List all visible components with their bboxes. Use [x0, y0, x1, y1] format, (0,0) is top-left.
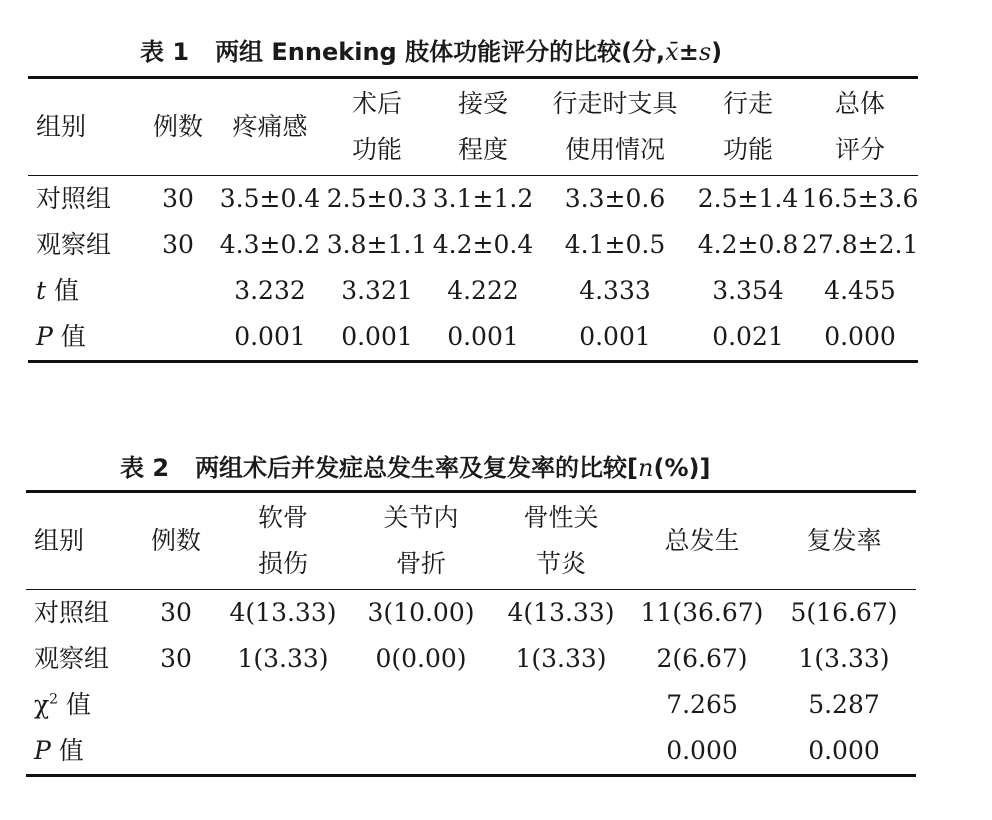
- table2-row2-group: 观察组: [34, 644, 110, 673]
- table1-caption: [140, 40, 722, 64]
- table1-t-brace: 4.333: [579, 276, 651, 305]
- table1-row2-count: 30: [162, 230, 194, 259]
- table2-header-arthritis-line2: 节炎: [535, 549, 586, 578]
- table2-chi-label: [26, 682, 138, 728]
- table1-t-label: [28, 268, 140, 314]
- table1-header-brace-line1: 行走时支具: [552, 89, 678, 118]
- table2-row2-total: 2(6.67): [656, 644, 748, 673]
- table1-header-postop-line1: 术后: [351, 89, 402, 118]
- table1-p-label: [28, 314, 140, 362]
- table2-chi-arthritis: [490, 682, 632, 728]
- table2-p-fracture: [352, 728, 490, 776]
- table2-header-fracture-line2: 骨折: [395, 549, 446, 578]
- table2-p-total: 0.000: [666, 736, 738, 765]
- table1-t-walk: 3.354: [712, 276, 784, 305]
- table1-row1-total: 16.5±3.6: [802, 184, 919, 213]
- table2-header-group: 组别: [34, 526, 85, 555]
- table2-row2-fracture: 0(0.00): [375, 644, 467, 673]
- table1-p-walk: 0.021: [712, 322, 784, 351]
- table1-header-walk-line2: 功能: [722, 135, 773, 164]
- table1-row2-pain: 4.3±0.2: [219, 230, 321, 259]
- table2-header-cartilage-line1: 软骨: [257, 503, 308, 532]
- table2-row1-cartilage: 4(13.33): [229, 598, 337, 627]
- table1-row1-walk: 2.5±1.4: [697, 184, 799, 213]
- table1-header-walk: [694, 78, 802, 176]
- table2-p-cartilage: [214, 728, 352, 776]
- table-row: [28, 314, 918, 362]
- table-row: [26, 728, 916, 776]
- table2-chi-symbol: χ: [34, 690, 50, 719]
- table2-row1-group: 对照组: [34, 598, 110, 627]
- table1-header-postop-line2: 功能: [351, 135, 402, 164]
- table2-chi-recur: 5.287: [808, 690, 880, 719]
- table2-header-recur: 复发率: [806, 526, 882, 555]
- table1-t-count: [140, 268, 216, 314]
- table1-row1-brace: 3.3±0.6: [564, 184, 666, 213]
- table2-chi-total: 7.265: [666, 690, 738, 719]
- table1-t-postop: 3.321: [341, 276, 413, 305]
- table2-header-arthritis: [490, 492, 632, 590]
- table2-row2-arthritis: 1(3.33): [515, 644, 607, 673]
- table2-caption-number: 表 2: [120, 454, 170, 482]
- table1-header-total-line2: 评分: [834, 135, 885, 164]
- table1-row2-walk: 4.2±0.8: [697, 230, 799, 259]
- table1-t-accept: 4.222: [447, 276, 519, 305]
- table1-header-group: 组别: [36, 112, 87, 141]
- table1-p-symbol: P: [36, 322, 53, 351]
- table-row: [28, 268, 918, 314]
- table2-header-fracture: [352, 492, 490, 590]
- table1-t-suffix: 值: [46, 276, 79, 305]
- table2-row1-arthritis: 4(13.33): [507, 598, 615, 627]
- table1-caption-sd-symbol: s: [698, 38, 712, 66]
- table1-caption-number: 表 1: [140, 38, 190, 66]
- table-row: [26, 636, 916, 682]
- table1-row2-total: 27.8±2.1: [802, 230, 919, 259]
- table1-header-accept: [430, 78, 536, 176]
- table1-header-walk-line1: 行走: [722, 89, 773, 118]
- table2-header-cartilage: [214, 492, 352, 590]
- table1-header-total-line1: 总体: [834, 89, 885, 118]
- table1-caption-mean-symbol: x̄: [665, 38, 679, 66]
- table1-row2-accept: 4.2±0.4: [432, 230, 534, 259]
- table2-header-arthritis-line1: 骨性关: [523, 503, 599, 532]
- table1-row1-group: 对照组: [36, 184, 112, 213]
- table1-row1-count: 30: [162, 184, 194, 213]
- table2-chi-suffix: 值: [58, 690, 92, 719]
- table1-header-postop: [324, 78, 430, 176]
- table1-p-accept: 0.001: [447, 322, 519, 351]
- table2-header-row: [26, 492, 916, 590]
- table2-chi-superscript: 2: [49, 691, 59, 708]
- table2-p-suffix: 值: [50, 736, 84, 765]
- table1-row2-brace: 4.1±0.5: [564, 230, 666, 259]
- table-row: [28, 176, 918, 223]
- table2-chi-fracture: [352, 682, 490, 728]
- table1-caption-close: ): [711, 38, 723, 66]
- table2-p-count: [138, 728, 214, 776]
- table1-header-row: [28, 78, 918, 176]
- table1-row1-pain: 3.5±0.4: [219, 184, 321, 213]
- table1-header-brace: [536, 78, 694, 176]
- table1-caption-text: 两组 Enneking 肢体功能评分的比较(分,: [215, 38, 666, 66]
- table-row: [28, 222, 918, 268]
- table2-p-symbol: P: [34, 736, 51, 765]
- table2-header-total: 总发生: [664, 526, 740, 555]
- table1-p-count: [140, 314, 216, 362]
- table2-row1-total: 11(36.67): [640, 598, 764, 627]
- table-row: [26, 682, 916, 728]
- table2-caption-text: 两组术后并发症总发生率及复发率的比较[: [195, 454, 639, 482]
- table1-t-pain: 3.232: [234, 276, 306, 305]
- table1-row2-group: 观察组: [36, 230, 112, 259]
- table2-row2-count: 30: [160, 644, 192, 673]
- table2: [26, 490, 916, 777]
- table2-row2-recur: 1(3.33): [798, 644, 890, 673]
- table1-p-suffix: 值: [52, 322, 86, 351]
- table-row: [26, 590, 916, 637]
- table1-t-symbol: t: [36, 276, 47, 305]
- table1-row1-postop: 2.5±0.3: [326, 184, 428, 213]
- table1-header-accept-line2: 程度: [457, 135, 508, 164]
- table1-header-accept-line1: 接受: [457, 89, 508, 118]
- table2-p-arthritis: [490, 728, 632, 776]
- table1-p-pain: 0.001: [234, 322, 306, 351]
- table2-caption-n-symbol: n: [638, 454, 654, 482]
- table1-p-postop: 0.001: [341, 322, 413, 351]
- table2-p-recur: 0.000: [808, 736, 880, 765]
- table1-t-total: 4.455: [824, 276, 896, 305]
- table2-chi-count: [138, 682, 214, 728]
- table2-row1-fracture: 3(10.00): [367, 598, 475, 627]
- table2-p-label: [26, 728, 138, 776]
- table1-p-total: 0.000: [824, 322, 896, 351]
- table1-header-count: 例数: [152, 112, 203, 141]
- table1: [28, 76, 918, 363]
- table2-chi-cartilage: [214, 682, 352, 728]
- table2-header-cartilage-line2: 损伤: [257, 549, 308, 578]
- table2-caption: [120, 456, 710, 480]
- table2-row1-count: 30: [160, 598, 192, 627]
- table1-p-brace: 0.001: [579, 322, 651, 351]
- table2-caption-close: (%)]: [653, 454, 711, 482]
- table1-row1-accept: 3.1±1.2: [432, 184, 534, 213]
- table1-header-brace-line2: 使用情况: [564, 135, 665, 164]
- table1-caption-pm: ±: [678, 38, 699, 66]
- table1-header-pain: 疼痛感: [232, 112, 308, 141]
- table2-row1-recur: 5(16.67): [790, 598, 898, 627]
- table1-row2-postop: 3.8±1.1: [326, 230, 428, 259]
- table1-header-total: [802, 78, 918, 176]
- table2-header-fracture-line1: 关节内: [383, 503, 459, 532]
- table2-row2-cartilage: 1(3.33): [237, 644, 329, 673]
- table2-header-count: 例数: [150, 526, 201, 555]
